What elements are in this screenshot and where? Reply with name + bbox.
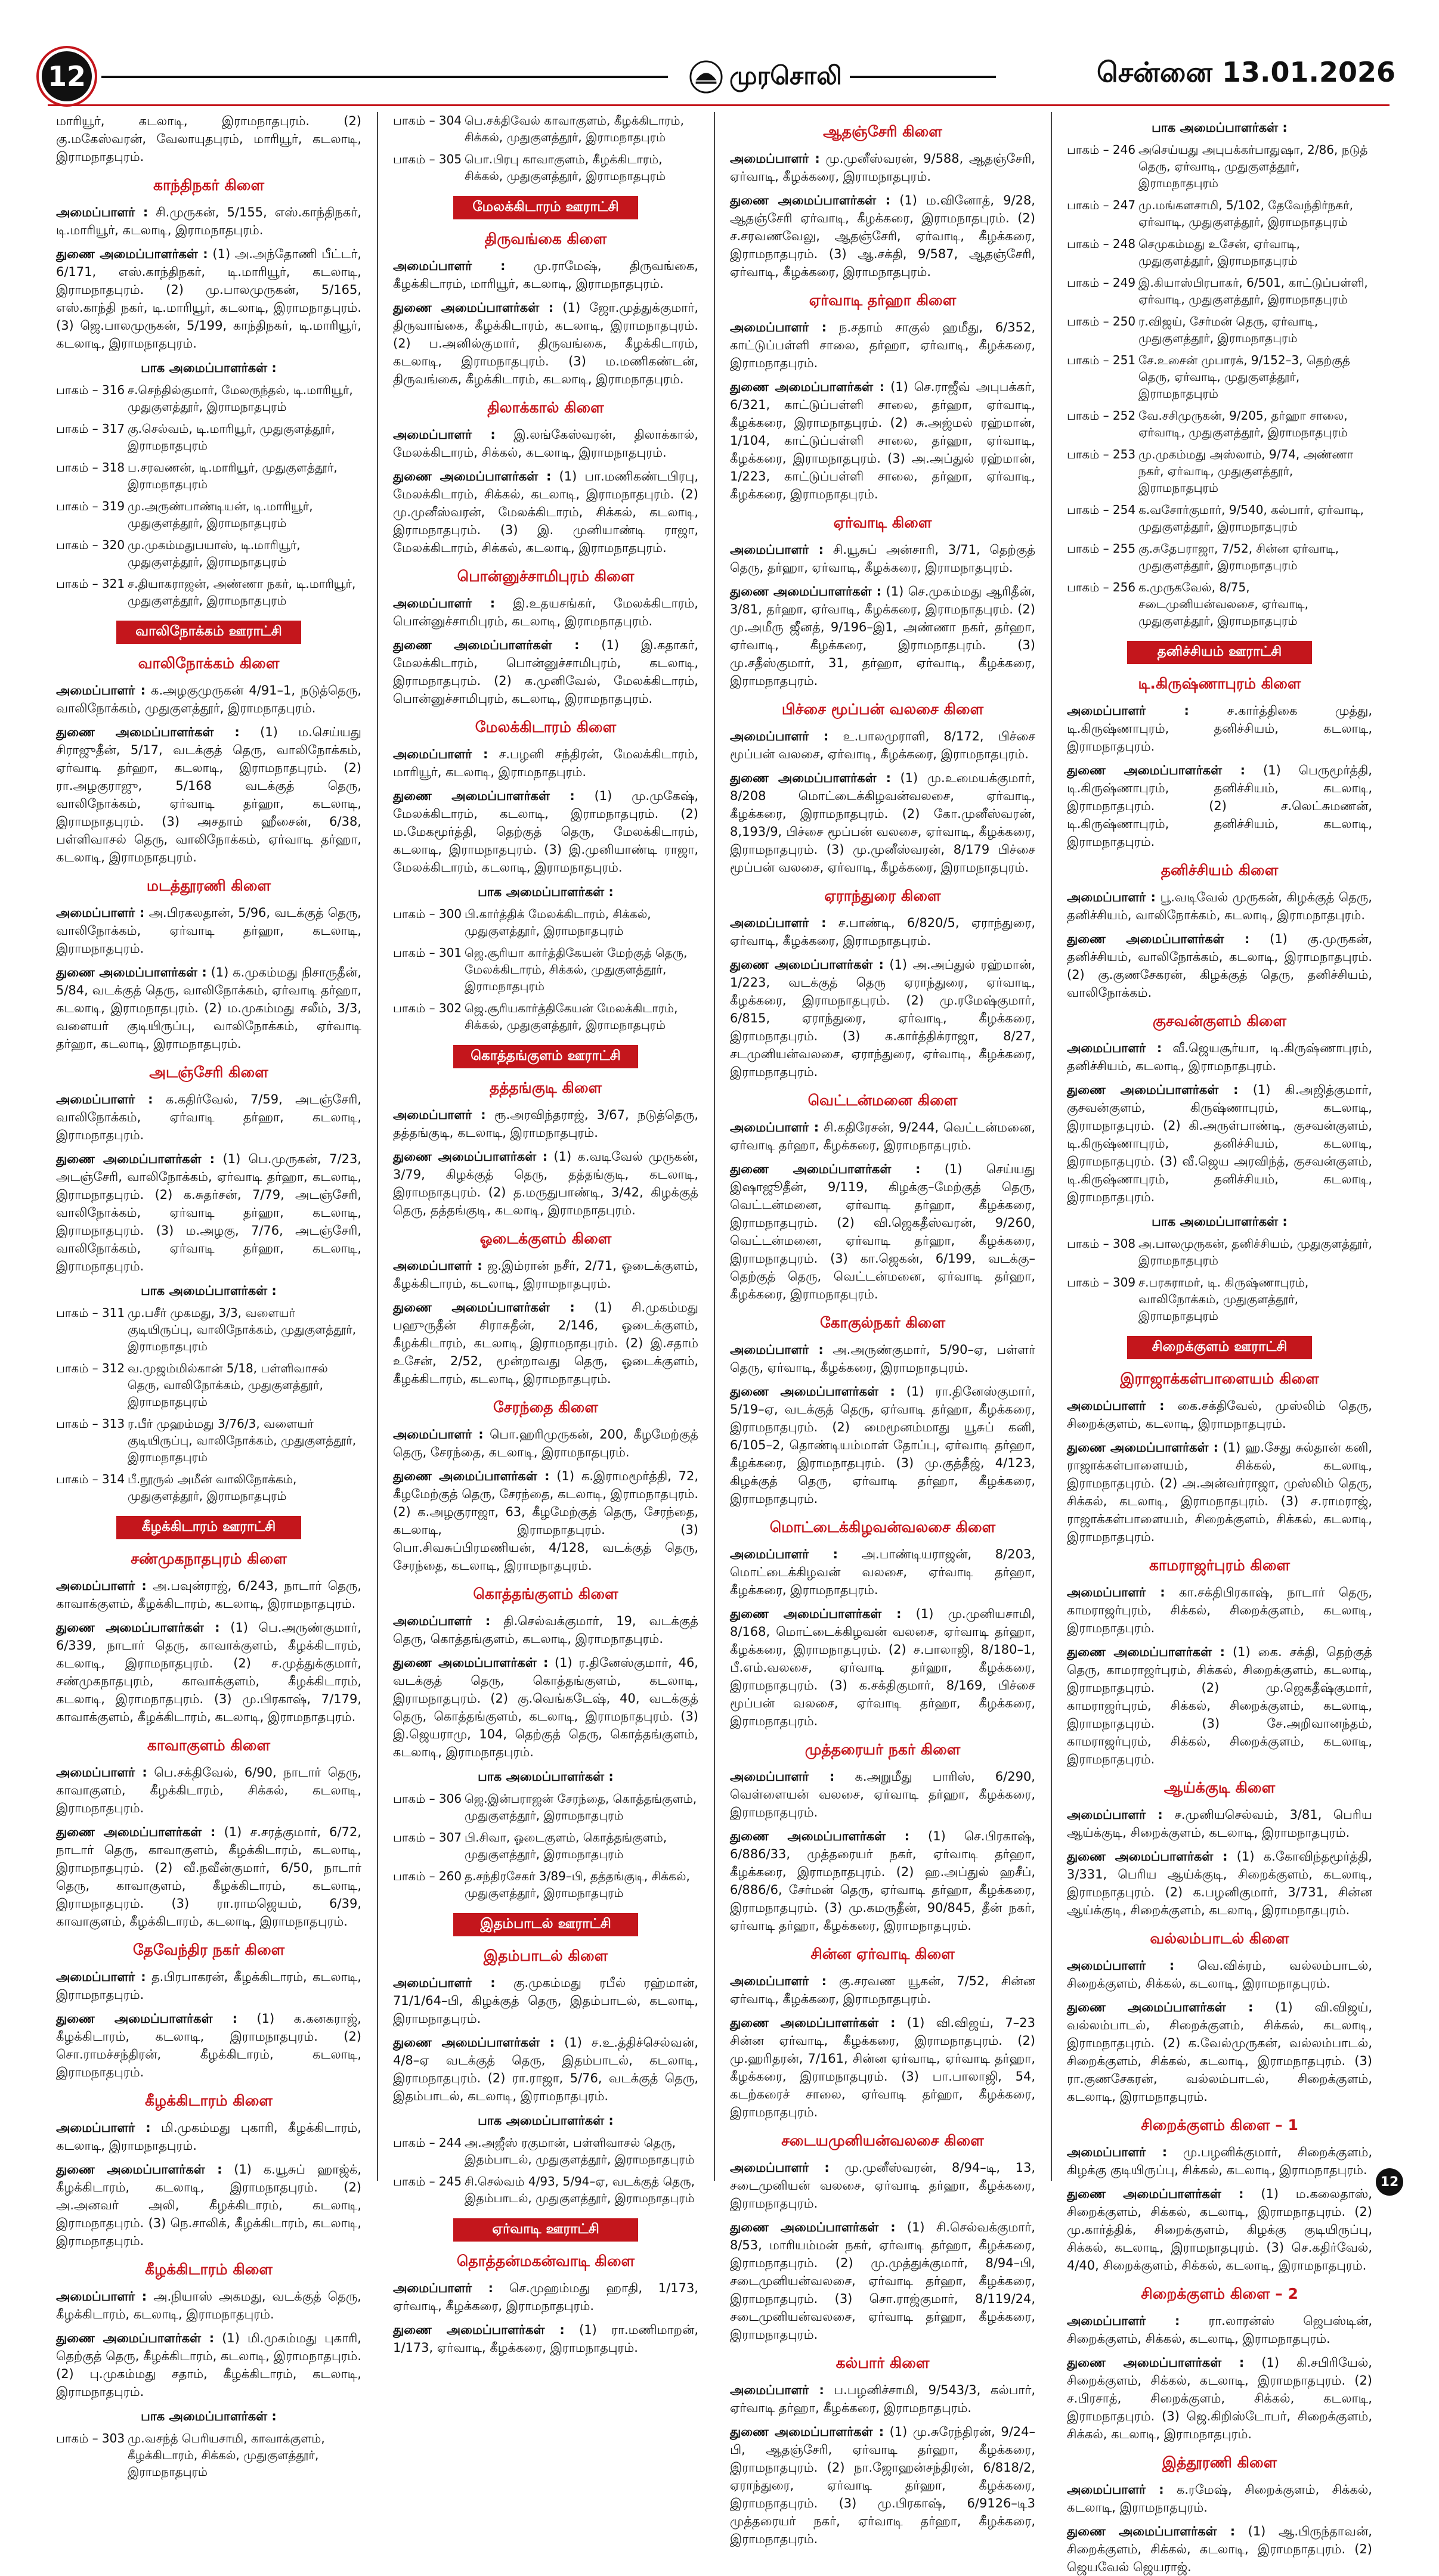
booth-heading: பாக அமைப்பாளர்கள் : (1152, 120, 1288, 135)
booth-row: பாகம் – 249 இ.கியாஸ்பிரபாகர், 6/501, காட்டுப்பள்ளி, ஏர்வாடி, முதுகுளத்தூர், இராமநாதபுரம் (1067, 275, 1368, 306)
column-1: மாரியூர், கடலாடி, இராமநாதபுரம். (2) கு.மகேஸ்வரன், வேலாயுதபுரம், மாரியூர், கடலாடி, இராமநாதபுரம். காந்திநகர் கிளை அமைப்பாளர் : சி.முருகன், 5/155, எஸ்.காந்திநகர், டி.மாரியூர், கடலாடி, இராமநாதபுரம். துணை அமைப்பாளர்கள் : (1) அ.அந்தோணி பீட்டர், 6/171, எஸ்.காந்திநகர், டி.மாரியூர், கடலாடி, இராமநாதபுரம். (2) மு.பாலமுருகன், 5/165, எஸ்.காந்தி நகர், டி.மாரியூர், கடலாடி, இராமநாதபுரம். (3) ஜெ.பாலமுருகன், 5/199, காந்திநகர், டி.மாரியூர், கடலாடி, இராமநாதபுரம். பாக அமைப்பாளர்கள் : பாகம் – 316 ச.செந்தில்குமார், மேலருந்தல், டி.மாரியூர், முதுகுளத்தூர், இராமநாதபுரம் பாகம் – 317 கு.செல்வம், டி.மாரியூர், முதுகுளத்தூர், இராமநாதபுரம் பாகம் – 318 ப.சரவணன், டி.மாரியூர், முதுகுளத்தூர், இராமநாதபுரம் பாகம் – 319 மு.அருண்பாண்டியன், டி.மாரியூர், முதுகுளத்தூர், இராமநாதபுரம் பாகம் – 320 மு.முகம்மதுபயாஸ், டி.மாரியூர், முதுகுளத்தூர், இராமநாதபுரம் பாகம் – 321 ச.தியாகராஜன், அண்ணா நகர், டி.மாரியூர், முதுகுளத்தூர், இராமநாதபுரம் வாலிநோக்கம் ஊராட்சி வாலிநோக்கம் கிளை அமைப்பாளர் : க.அழகுமுருகன் 4/91–1, நடுத்தெரு, வாலிநோக்கம், முதுகுளத்தூர், இராமநாதபுரம். துணை அமைப்பாளர்கள் : (1) ம.செய்யது சிராஜுதீன், 5/17, வடக்குத் தெரு, வாலிநோக்கம், ஏர்வாடி தர்ஹா, கடலாடி, இராமநாதபுரம். (2) ரா.அழகுராஜு, 5/168 வடக்குத் தெரு, வாலிநோக்கம், ஏர்வாடி தர்ஹா, கடலாடி, இராமநாதபுரம். (3) அசதாம் ஹீசைன், 6/38, பள்ளிவாசல் தெரு, வாலிநோக்கம், ஏர்வாடி தர்ஹா, கடலாடி, இராமநாதபுரம். மடத்தூரணி கிளை அமைப்பாளர் : அ.பிரகலதான், 5/96, வடக்குத் தெரு, வாலிநோக்கம், ஏர்வாடி தர்ஹா, கடலாடி, இராமநாதபுரம். துணை அமைப்பாளர்கள் : (1) க.முகம்மது நிசாருதீன், 5/84, வடக்குத் தெரு, வாலிநோக்கம், ஏர்வாடி தர்ஹா, கடலாடி, இராமநாதபுரம். (2) ம.முகம்மது சலீம், 3/3, வளையர் குடியிருப்பு, வாலிநோக்கம், ஏர்வாடி தர்ஹா, கடலாடி, இராமநாதபுரம். அடஞ்சேரி கிளை அமைப்பாளர் : க.கதிர்வேல், 7/59, அடஞ்சேரி, வாலிநோக்கம், ஏர்வாடி தர்ஹா, கடலாடி, இராமநாதபுரம். துணை அமைப்பாளர்கள் : (1) பெ.முருகன், 7/23, அடஞ்சேரி, வாலிநோக்கம், ஏர்வாடி தர்ஹா, கடலாடி, இராமநாதபுரம். (2) க.சுதர்சன், 7/79, அடஞ்சேரி, வாலிநோக்கம், ஏர்வாடி தர்ஹா, கடலாடி, இராமநாதபுரம். (3) ம.அழகு, 7/76, அடஞ்சேரி, வாலிநோக்கம், ஏர்வாடி தர்ஹா, கடலாடி, இராமநாதபுரம். பாக அமைப்பாளர்கள் : பாகம் – 311 மு.பசீர் முகமது, 3/3, வளையர் குடியிருப்பு, வாலிநோக்கம், முதுகுளத்தூர், இராமநாதபுரம் பாகம் – 312 வ.முஜம்மில்கான் 5/18, பள்ளிவாசல் தெரு, வாலிநோக்கம், முதுகுளத்தூர், இராமநாதபுரம் பாகம் – 313 ர.பீர் முஹம்மது 3/76/3, வளையர் குடியிருப்பு, வாலிநோக்கம், முதுகுளத்தூர், இராமநாதபுரம் பாகம் – 314 பீ.நூருல் அமீன் வாலிநோக்கம், முதுகுளத்தூர், இராமநாதபுரம் கீழக்கிடாரம் ஊராட்சி சண்முகநாதபுரம் கிளை அமைப்பாளர் : அ.பவுன்ராஜ், 6/243, நாடார் தெரு, காவாக்குளம், கீழக்கிடாரம், கடலாடி, இராமநாதபுரம். துணை அமைப்பாளர்கள் : (1) பெ.அருண்குமார், 6/339, நாடார் தெரு, காவாக்குளம், கீழக்கிடாரம், கடலாடி, இராமநாதபுரம். (2) ச.முத்துக்குமார், சண்முகநாதபுரம், காவாக்குளம், கீழக்கிடாரம், கடலாடி, இராமநாதபுரம். (3) மு.பிரகாஷ், 7/179, காவாக்குளம், கீழக்கிடாரம், கடலாடி, இராமநாதபுரம். காவாகுளம் கிளை அமைப்பாளர் : பெ.சக்திவேல், 6/90, நாடார் தெரு, காவாகுளம், கீழக்கிடாரம், சிக்கல், கடலாடி, இராமநாதபுரம். துணை அமைப்பாளர்கள் : (1) ச.சரத்குமார், 6/72, நாடார் தெரு, காவாகுளம், கீழக்கிடாரம், கடலாடி, இராமநாதபுரம். (2) வீ.நவீன்குமார், 6/50, நாடார் தெரு, காவாகுளம், கீழக்கிடாரம், கடலாடி, இராமநாதபுரம். (3) ரா.ராமஜெயம், 6/39, காவாகுளம், கீழக்கிடாரம், கடலாடி, இராமநாதபுரம். தேவேந்திர நகர் கிளை அமைப்பாளர் : த.பிரபாகரன், கீழக்கிடாரம், கடலாடி, இராமநாதபுரம். துணை அமைப்பாளர்கள் : (1) க.கனகராஜ், கீழக்கிடாரம், கடலாடி, இராமநாதபுரம். (2) சொ.ராமச்சந்திரன், கீழக்கிடாரம், கடலாடி, இராமநாதபுரம். கீழக்கிடாரம் கிளை அமைப்பாளர் : மி.முகம்மது புகாரி, கீழக்கிடாரம், கடலாடி, இராமநாதபுரம். துணை அமைப்பாளர்கள் : (1) க.யூசுப் ஹாஜ்க், கீழக்கிடாரம், கடலாடி, இராமநாதபுரம். (2) அ.அனவர் அலி, கீழக்கிடாரம், கடலாடி, இராமநாதபுரம். (3) நெ.சாலிக், கீழக்கிடாரம், கடலாடி, இராமநாதபுரம். கீழக்கிடாரம் கிளை அமைப்பாளர் : அ.நியாஸ் அகமது, வடக்குத் தெரு, கீழக்கிடாரம், கடலாடி, இராமநாதபுரம். துணை அமைப்பாளர்கள் : (1) மி.முகம்மது புகாரி, தெற்குத் தெரு, கீழக்கிடாரம், கடலாடி, இராமநாதபுரம். (2) பு.முகம்மது சதாம், கீழக்கிடாரம், கடலாடி, இராமநாதபுரம். பாக அமைப்பாளர்கள் : பாகம் – 303 மு.வசந்த் பெரியசாமி, காவாக்குளம், கீழக்கிடாரம், சிக்கல், முதுகுளத்தூர், இராமநாதபுரம் (48, 112, 370, 2181)
branch-heading: கீழக்கிடாரம் கிளை (145, 2092, 273, 2109)
panchayat-banner: ஏர்வாடி ஊராட்சி (453, 2218, 638, 2242)
booth-heading: பாக அமைப்பாளர்கள் : (478, 2113, 614, 2128)
column-3: ஆதஞ்சேரி கிளை அமைப்பாளர் : மு.முனீஸ்வரன், 9/588, ஆதஞ்சேரி, ஏர்வாடி, கீழக்கரை, இராமநாதபுரம். துணை அமைப்பாளர்கள் : (1) ம.வினோத், 9/28, ஆதஞ்சேரி ஏர்வாடி, கீழக்கரை, இராமநாதபுரம். (2) ச.சரவணவேலு, ஆதஞ்சேரி, ஏர்வாடி, கீழக்கரை, இராமநாதபுரம். (3) ஆ.சக்தி, 9/587, ஆதஞ்சேரி, ஏர்வாடி, கீழக்கரை, இராமநாதபுரம். ஏர்வாடி தர்ஹா கிளை அமைப்பாளர் : ந.சதாம் சாகுல் ஹமீது, 6/352, காட்டுப்பள்ளி சாலை, தர்ஹா, ஏர்வாடி, கீழக்கரை, இராமநாதபுரம். துணை அமைப்பாளர்கள் : (1) செ.ராஜீவ் அபுபக்கர், 6/321, காட்டுப்பள்ளி சாலை, தர்ஹா, ஏர்வாடி, கீழக்கரை, இராமநாதபுரம். (2) சு.அஜ்மல் ரஹ்மான், 1/104, காட்டுப்பள்ளி சாலை, தர்ஹா, ஏர்வாடி, கீழக்கரை, இராமநாதபுரம். (3) அ.அப்துல் ரஹ்மான், 1/223, காட்டுப்பள்ளி சாலை, தர்ஹா, ஏர்வாடி, கீழக்கரை, இராமநாதபுரம். ஏர்வாடி கிளை அமைப்பாளர் : சி.யூசுப் அன்சாரி, 3/71, தெற்குத் தெரு, தர்ஹா, ஏர்வாடி, கீழக்கரை, இராமநாதபுரம். துணை அமைப்பாளர்கள் : (1) செ.முகம்மது ஆரிதீன், 3/81, தர்ஹா, ஏர்வாடி, கீழக்கரை, இராமநாதபுரம். (2) மு.அமீரு ஜீனத், 9/196–இ1, அண்ணா நகர், தர்ஹா, ஏர்வாடி, கீழக்கரை, இராமநாதபுரம். (3) மு.சதீஸ்குமார், 31, தர்ஹா, ஏர்வாடி, கீழக்கரை, இராமநாதபுரம். பிச்சை மூப்பன் வலசை கிளை அமைப்பாளர் : உ.பாலமுராளி, 8/172, பிச்சை மூப்பன் வலசை, ஏர்வாடி, கீழக்கரை, இராமநாதபுரம். துணை அமைப்பாளர்கள் : (1) மு.உமையக்குமார், 8/208 மொட்டைக்கிழவன்வலசை, ஏர்வாடி, கீழக்கரை, இராமநாதபுரம். (2) கோ.முனீஸ்வரன், 8,193/9, பிச்சை மூப்பன் வலசை, ஏர்வாடி, கீழக்கரை, இராமநாதபுரம். (3) மு.முனீஸ்வரன், 8/179 பிச்சை மூப்பன் வலசை, ஏர்வாடி, கீழக்கரை, இராமநாதபுரம். ஏராந்துரை கிளை அமைப்பாளர் : ச.பாண்டி, 6/820/5, ஏராந்துரை, ஏர்வாடி, கீழக்கரை, இராமநாதபுரம். துணை அமைப்பாளர்கள் : (1) அ.அப்துல் ரஹ்மான், 1/223, வடக்குத் தெரு ஏராந்துரை, ஏர்வாடி, கீழக்கரை, இராமநாதபுரம். (2) மு.ரமேஷ்குமார், 6/815, ஏராந்துரை, ஏர்வாடி, கீழக்கரை, இராமநாதபுரம். (3) க.கார்த்திக்ராஜா, 8/27, சடமுனியன்வலசை, ஏராந்துரை, ஏர்வாடி, கீழக்கரை, இராமநாதபுரம். வெட்டன்மனை கிளை அமைப்பாளர் : சி.கதிரேசன், 9/244, வெட்டன்மனை, ஏர்வாடி தர்ஹா, கீழக்கரை, இராமநாதபுரம். துணை அமைப்பாளர்கள் : (1) செய்யது இஷாஜூதீன், 9/119, கிழக்கு–மேற்குத் தெரு, வெட்டன்மனை, ஏர்வாடி தர்ஹா, கீழக்கரை, இராமநாதபுரம். (2) வி.ஜெகதீஸ்வரன், 9/260, வெட்டன்மனை, ஏர்வாடி தர்ஹா, கீழக்கரை, இராமநாதபுரம். (3) கா.ஜெகன், 6/199, வடக்கு–தெற்குத் தெரு, வெட்டன்மனை, ஏர்வாடி தர்ஹா, கீழக்கரை, இராமநாதபுரம். கோகுல்நகர் கிளை அமைப்பாளர் : அ.அருண்குமார், 5/90–ஏ, பள்ளர் தெரு, ஏர்வாடி, கீழக்கரை, இராமநாதபுரம். துணை அமைப்பாளர்கள் : (1) ரா.தினேஸ்குமார், 5/19–ஏ, வடக்குத் தெரு, ஏர்வாடி தர்ஹா, கீழக்கரை, இராமநாதபுரம். (2) மைமூனம்மாது யூசுப் கனி, 6/105–2, தொண்டியம்மாள் தோப்பு, ஏர்வாடி தர்ஹா, கீழக்கரை, இராமநாதபுரம். (3) மு.குத்தீஜ், 4/123, கிழக்குத் தெரு, ஏர்வாடி தர்ஹா, கீழக்கரை, இராமநாதபுரம். மொட்டைக்கிழவன்வலசை கிளை அமைப்பாளர் : அ.பாண்டியராஜன், 8/203, மொட்டைக்கிழவன் வலசை, ஏர்வாடி தர்ஹா, கீழக்கரை, இராமநாதபுரம். துணை அமைப்பாளர்கள் : (1) மு.முனியசாமி, 8/168, மொட்டைக்கிழவன் வலசை, ஏர்வாடி தர்ஹா, கீழக்கரை, இராமநாதபுரம். (2) ச.பாலாஜி, 8/180–1, பீ.எம்.வலசை, ஏர்வாடி தர்ஹா, கீழக்கரை, இராமநாதபுரம். (3) க.சக்திகுமார், 8/169, பிச்சை மூப்பன் வலசை, ஏர்வாடி தர்ஹா, கீழக்கரை, இராமநாதபுரம். முத்தரையர் நகர் கிளை அமைப்பாளர் : க.அறுமீது பாரிஸ், 6/290, வெள்ளையன் வலசை, ஏர்வாடி தர்ஹா, கீழக்கரை, இராமநாதபுரம். துணை அமைப்பாளர்கள் : (1) செ.பிரகாஷ், 6/886/33, முத்தரையர் நகர், ஏர்வாடி தர்ஹா, கீழக்கரை, இராமநாதபுரம். (2) ஹ.அப்துல் ஹசீப், 6/886/6, சேர்மன் தெரு, ஏர்வாடி தர்ஹா, கீழக்கரை, இராமநாதபுரம். (3) மு.கமருதீன், 90/845, தீன் நகர், ஏர்வாடி தர்ஹா, கீழக்கரை, இராமநாதபுரம். சின்ன ஏர்வாடி கிளை அமைப்பாளர் : கு.சரவண யூகன், 7/52, சின்ன ஏர்வாடி, கீழக்கரை, இராமநாதபுரம். துணை அமைப்பாளர்கள் : (1) வி.விஜய், 7–23 சின்ன ஏர்வாடி, கீழக்கரை, இராமநாதபுரம். (2) மு.ஹரிதரன், 7/161, சின்ன ஏர்வாடி, ஏர்வாடி தர்ஹா, கீழக்கரை, இராமநாதபுரம். (3) பா.பாலாஜி, 54, கடற்கரைச் சாலை, ஏர்வாடி தர்ஹா, கீழக்கரை, இராமநாதபுரம். சடையமுனியன்வலசை கிளை அமைப்பாளர் : மு.முனீஸ்வரன், 8/94–டி, 13, சடைமுனியன் வலசை, ஏர்வாடி தர்ஹா, கீழக்கரை, இராமநாதபுரம். துணை அமைப்பாளர்கள் : (1) சி.செல்வக்குமார், 8/53, மாரியம்மன் நகர், ஏர்வாடி தர்ஹா, கீழக்கரை, இராமநாதபுரம். (2) மு.முத்துக்குமார், 8/94–பி, சடைமுனியன்வலசை, ஏர்வாடி தர்ஹா, கீழக்கரை, இராமநாதபுரம். (3) சொ.ராஜ்குமார், 8/119/24, சடைமுனியன்வலசை, ஏர்வாடி தர்ஹா, கீழக்கரை, இராமநாதபுரம். கல்பார் கிளை அமைப்பாளர் : ப.பழனிச்சாமி, 9/543/3, கல்பார், ஏர்வாடி தர்ஹா, கீழக்கரை, இராமநாதபுரம். துணை அமைப்பாளர்கள் : (1) மு.சுரேந்திரன், 9/24–பி, ஆதஞ்சேரி, ஏர்வாடி தர்ஹா, கீழக்கரை, இராமநாதபுரம். (2) நா.ஜோஹன்சந்திரன், 6/818/2, ஏராந்துரை, ஏர்வாடி தர்ஹா, கீழக்கரை, இராமநாதபுரம். (3) மு.பிரகாஷ், 6/9126–டி3 முத்தரையர் நகர், ஏர்வாடி தர்ஹா, கீழக்கரை, இராமநாதபுரம். (730, 123, 1035, 2546)
panchayat-banner: சிறைக்குளம் ஊராட்சி (1127, 1336, 1312, 1359)
branch-heading: தொத்தன்மகன்வாடி கிளை (456, 2252, 635, 2270)
branch-heading: தத்தங்குடி கிளை (489, 1079, 602, 1096)
branch-heading: சிறைக்குளம் கிளை – 1 (1141, 2116, 1298, 2134)
branch-heading: மேலக்கிடாரம் கிளை (475, 718, 617, 736)
booth-row: பாகம் – 308 அ.பாலமுருகன், தனிச்சியம், முதுகுளத்தூர், இராமநாதபுரம் (1067, 1236, 1372, 1267)
column-4: பாக அமைப்பாளர்கள் : பாகம் – 246 அசெய்யது அபுபக்கர்பாதுஷா, 2/86, நடுத் தெரு, ஏர்வாடி, முதுகுளத்தூர், இராமநாதபுரம் பாகம் – 247 மு.மங்களசாமி, 5/102, தேவேந்திர்நகர், ஏர்வாடி, முதுகுளத்தூர், இராமநாதபுரம் பாகம் – 248 செமுகம்மது உசேன், ஏர்வாடி, முதுகுளத்தூர், இராமநாதபுரம் பாகம் – 249 இ.கியாஸ்பிரபாகர், 6/501, காட்டுப்பள்ளி, ஏர்வாடி, முதுகுளத்தூர், இராமநாதபுரம் பாகம் – 250 ர.விஜய், சேர்மன் தெரு, ஏர்வாடி, முதுகுளத்தூர், இராமநாதபுரம் பாகம் – 251 சே.உசைன் முபாரக், 9/152–3, தெற்குத் தெரு, ஏர்வாடி, முதுகுளத்தூர், இராமநாதபுரம் பாகம் – 252 வே.சசிமுருகன், 9/205, தர்ஹா சாலை, ஏர்வாடி, முதுகுளத்தூர், இராமநாதபுரம் பாகம் – 253 மு.முகம்மது அஸ்லாம், 9/74, அண்ணா நகர், ஏர்வாடி, முதுகுளத்தூர், இராமநாதபுரம் பாகம் – 254 க.வசோர்குமார், 9/540, கல்பார், ஏர்வாடி, முதுகுளத்தூர், இராமநாதபுரம் பாகம் – 255 கு.சுதேபராஜா, 7/52, சின்ன ஏர்வாடி, முதுகுளத்தூர், இராமநாதபுரம் பாகம் – 256 க.முருகவேல், 8/75, சடைமுனியன்வலசை, ஏர்வாடி, முதுகுளத்தூர், இராமநாதபுரம் தனிச்சியம் ஊராட்சி டி.கிருஷ்ணாபுரம் கிளை அமைப்பாளர் : ச.கார்த்திகை முத்து, டி.கிருஷ்ணாபுரம், தனிச்சியம், கடலாடி, இராமநாதபுரம். துணை அமைப்பாளர்கள் : (1) பெருமூர்த்தி, டி.கிருஷ்ணாபுரம், தனிச்சியம், கடலாடி, இராமநாதபுரம். (2) ச.லெட்சுமணன், டி.கிருஷ்ணாபுரம், தனிச்சியம், கடலாடி, இராமநாதபுரம். தனிச்சியம் கிளை அமைப்பாளர் : பூ.வடிவேல் முருகன், கிழக்குத் தெரு, தனிச்சியம், வாலிநோக்கம், கடலாடி, இராமநாதபுரம். துணை அமைப்பாளர்கள் : (1) கு.முருகன், தனிச்சியம், வாலிநோக்கம், கடலாடி, இராமநாதபுரம். (2) கு.குணசேகரன், கிழக்குத் தெரு, தனிச்சியம், வாலிநோக்கம். குசவன்குளம் கிளை அமைப்பாளர் : வீ.ஜெயசூர்யா, டி.கிருஷ்ணாபுரம், தனிச்சியம், கடலாடி, இராமநாதபுரம். துணை அமைப்பாளர்கள் : (1) கி.அஜித்குமார், குசவன்குளம், கிருஷ்ணாபுரம், கடலாடி, இராமநாதபுரம். (2) கி.அருள்பாண்டி, குசவன்குளம், டி.கிருஷ்ணாபுரம், தனிச்சியம், கடலாடி, இராமநாதபுரம். (3) வீ.ஜெய அரவிந்த், குசவன்குளம், டி.கிருஷ்ணாபுரம், தனிச்சியம், கடலாடி, இராமநாதபுரம். பாக அமைப்பாளர்கள் : பாகம் – 308 அ.பாலமுருகன், தனிச்சியம், முதுகுளத்தூர், இராமநாதபுரம் பாகம் – 309 ச.பரசுராமர், டி. கிருஷ்ணாபுரம், வாலிநோக்கம், முதுகுளத்தூர், இராமநாதபுரம் சிறைக்குளம் ஊராட்சி இராஜாக்கள்பாளையம் கிளை அமைப்பாளர் : கை.சக்திவேல், முஸ்லிம் தெரு, சிறைக்குளம், கடலாடி, இராமநாதபுரம். துணை அமைப்பாளர்கள் : (1) ஹ.சேது சுல்தான் கனி, ராஜாக்கள்பாளையம், சிக்கல், கடலாடி, இராமநாதபுரம். (2) அ.அன்வர்ராஜா, முஸ்லிம் தெரு, சிக்கல், கடலாடி, இராமநாதபுரம். (3) ச.ராமராஜ், ராஜாக்கள்பாளையம், சிறைக்குளம், சிக்கல், கடலாடி, இராமநாதபுரம். காமராஜர்புரம் கிளை அமைப்பாளர் : கா.சக்திபிரகாஷ், நாடார் தெரு, காமராஜர்புரம், சிக்கல், சிறைக்குளம், கடலாடி, இராமநாதபுரம். துணை அமைப்பாளர்கள் : (1) கை. சக்தி, தெற்குத் தெரு, காமராஜர்புரம், சிக்கல், சிறைக்குளம், கடலாடி, இராமநாதபுரம். (2) மு.ஜெகதீஷ்குமார், காமராஜர்புரம், சிக்கல், சிறைக்குளம், கடலாடி, இராமநாதபுரம். (3) சே.அறிவானந்தம், காமராஜர்புரம், சிக்கல், சிறைக்குளம், கடலாடி, இராமநாதபுரம். ஆய்க்குடி கிளை அமைப்பாளர் : ச.முனியசெல்வம், 3/81, பெரிய ஆய்க்குடி, சிறைக்குளம், கடலாடி, இராமநாதபுரம். துணை அமைப்பாளர்கள் : (1) க.கோவிந்தமூர்த்தி, 3/331, பெரிய ஆய்க்குடி, சிறைக்குளம், கடலாடி, இராமநாதபுரம். (2) க.பழனிகுமார், 3/731, சின்ன ஆய்க்குடி, சிறைக்குளம், கடலாடி, இராமநாதபுரம். வல்லம்பாடல் கிளை அமைப்பாளர் : வெ.விக்ரம், வல்லம்பாடல், சிறைக்குளம், சிக்கல், கடலாடி, இராமநாதபுரம். துணை அமைப்பாளர்கள் : (1) வி.விஜய், வல்லம்பாடல், சிறைக்குளம், சிக்கல், கடலாடி, இராமநாதபுரம். (2) க.வேல்முருகன், வல்லம்பாடல், சிறைக்குளம், சிக்கல், கடலாடி, இராமநாதபுரம். (3) ரா.குணசேகரன், வல்லம்பாடல், சிறைக்குளம், கடலாடி, இராமநாதபுரம். சிறைக்குளம் கிளை – 1 அமைப்பாளர் : மு.பழனிக்குமார், சிறைக்குளம், கிழக்கு குடியிருப்பு, சிக்கல், கடலாடி, இராமநாதபுரம். துணை அமைப்பாளர்கள் : (1) ம.கலைதாஸ், சிறைக்குளம், சிக்கல், கடலாடி, இராமநாதபுரம். (2) மு.கார்த்திக், சிறைக்குளம், கிழக்கு குடியிருப்பு, சிக்கல், கடலாடி, இராமநாதபுரம். (3) செ.கதிர்வேல், 4/40, சிறைக்குளம், சிக்கல், கடலாடி, இராமநாதபுரம். சிறைக்குளம் கிளை – 2 அமைப்பாளர் : ரா.லாரன்ஸ் ஜெபஸ்டின், சிறைக்குளம், சிக்கல், கடலாடி, இராமநாதபுரம். துணை அமைப்பாளர்கள் : (1) கி.சபிரியேல், சிறைக்குளம், சிக்கல், கடலாடி, இராமநாதபுரம். (2) ச.பிரசாத், சிறைக்குளம், சிக்கல், கடலாடி, இராமநாதபுரம். (3) ஜெ.கிறிஸ்டோபர், சிறைக்குளம், சிக்கல், கடலாடி, இராமநாதபுரம். இத்தூரணி கிளை அமைப்பாளர் : க.ரமேஷ், சிறைக்குளம், சிக்கல், கடலாடி, இராமநாதபுரம். துணை அமைப்பாளர்கள் : (1) ஆ.பிருந்தாவன், சிறைக்குளம், சிக்கல், கடலாடி, இராமநாதபுரம். (2) ஜெயவேல் ஜெயராஜ். (1067, 120, 1373, 2574)
booth-row: பாகம் – 251 சே.உசைன் முபாரக், 9/152–3, தெற்குத் தெரு, ஏர்வாடி, முதுகுளத்தூர், இராமநாதபுரம் (1067, 353, 1350, 401)
branch-heading: இதம்பாடல் கிளை (483, 1947, 608, 1964)
booth-row: பாகம் – 244 அ.அஜீஸ் ரகுமான், பள்ளிவாசல் தெரு, இதம்பாடல், முதுகுளத்தூர், இராமநாதபுரம் (393, 2135, 695, 2166)
branch-heading: வல்லம்பாடல் கிளை (1150, 1930, 1289, 1947)
branch-heading: கீழக்கிடாரம் கிளை (145, 2261, 273, 2278)
column-2: பாகம் – 304 பெ.சக்திவேல் காவாகுளம், கீழக்கிடாரம், சிக்கல், முதுகுளத்தூர், இராமநாதபுரம் பாகம் – 305 பொ.பிரபு காவாகுளம், கீழக்கிடாரம், சிக்கல், முதுகுளத்தூர், இராமநாதபுரம் மேலக்கிடாரம் ஊராட்சி திருவங்கை கிளை அமைப்பாளர் : மு.ராமேஷ், திருவங்கை, கீழக்கிடாரம், மாரியூர், கடலாடி, இராமநாதபுரம். துணை அமைப்பாளர்கள் : (1) ஜோ.முத்துக்குமார், திருவாங்கை, கீழக்கிடாரம், கடலாடி, இராமநாதபுரம். (2) ப.அனில்குமார், திருவங்கை, கீழக்கிடாரம், கடலாடி, இராமநாதபுரம். (3) ம.மணிகண்டன், திருவங்கை, கீழக்கிடாரம், கடலாடி, இராமநாதபுரம். திலாக்கால் கிளை அமைப்பாளர் : இ.லங்கேஸ்வரன், திலாக்கால், மேலக்கிடாரம், சிக்கல், கடலாடி, இராமநாதபுரம். துணை அமைப்பாளர்கள் : (1) பா.மணிகண்டபிரபு, மேலக்கிடாரம், சிக்கல், கடலாடி, இராமநாதபுரம். (2) மு.முனீஸ்வரன், மேலக்கிடாரம், சிக்கல், கடலாடி, இராமநாதபுரம். (3) இ. முனியாண்டி ராஜா, மேலக்கிடாரம், சிக்கல், கடலாடி, இராமநாதபுரம். பொன்னுச்சாமிபுரம் கிளை அமைப்பாளர் : இ.உதயசங்கர், மேலக்கிடாரம், பொன்னுச்சாமிபுரம், கடலாடி, இராமநாதபுரம். துணை அமைப்பாளர்கள் : (1) இ.கதாகர், மேலக்கிடாரம், பொன்னுச்சாமிபுரம், கடலாடி, இராமநாதபுரம். (2) க.முனிவேல், மேலக்கிடாரம், பொன்னுச்சாமிபுரம், கடலாடி, இராமநாதபுரம். மேலக்கிடாரம் கிளை அமைப்பாளர் : ச.பழனி சந்திரன், மேலக்கிடாரம், மாரியூர், கடலாடி, இராமநாதபுரம். துணை அமைப்பாளர்கள் : (1) மு.முகேஷ், மேலக்கிடாரம், கடலாடி, இராமநாதபுரம். (2) ம.மேகமூர்த்தி, தெற்குத் தெரு, மேலக்கிடாரம், கடலாடி, இராமநாதபுரம். (3) இ.முனியாண்டி ராஜா, மேலக்கிடாரம், கடலாடி, இராமநாதபுரம். பாக அமைப்பாளர்கள் : பாகம் – 300 பி.கார்த்திக் மேலக்கிடாரம், சிக்கல், முதுகுளத்தூர், இராமநாதபுரம் பாகம் – 301 ஜெ.சூரியா கார்த்திகேயன் மேற்குத் தெரு, மேலக்கிடாரம், சிக்கல், முதுகுளத்தூர், இராமநாதபுரம் பாகம் – 302 ஜெ.சூரியகார்த்திகேயன் மேலக்கிடாரம், சிக்கல், முதுகுளத்தூர், இராமநாதபுரம் கொத்தங்குளம் ஊராட்சி தத்தங்குடி கிளை அமைப்பாளர் : ரூ.அரவிந்தராஜ், 3/67, நடுத்தெரு, தத்தங்குடி, கடலாடி, இராமநாதபுரம். துணை அமைப்பாளர்கள் : (1) க.வடிவேல் முருகன், 3/79, கிழக்குத் தெரு, தத்தங்குடி, கடலாடி, இராமநாதபுரம். (2) த.மருதுபாண்டி, 3/42, கிழக்குத் தெரு, தத்தங்குடி, கடலாடி, இராமநாதபுரம். ஓடைக்குளம் கிளை அமைப்பாளர் : ஜ.இம்ரான் நசீர், 2/71, ஓடைக்குளம், கீழக்கிடாரம், கடலாடி, இராமநாதபுரம். துணை அமைப்பாளர்கள் : (1) சி.முகம்மது பஹுருதீன் சிராசுதீன், 2/146, ஓடைக்குளம், கீழக்கிடாரம், கடலாடி, இராமநாதபுரம். (2) இ.சதாம் உசேன், 2/52, மூன்றாவது தெரு, ஓடைக்குளம், கீழக்கிடாரம், கடலாடி, இராமநாதபுரம். சேரந்தை கிளை அமைப்பாளர் : பொ.ஹரிமுருகன், 200, கீழமேற்குத் தெரு, சேரந்தை, கடலாடி, இராமநாதபுரம். துணை அமைப்பாளர்கள் : (1) க.இராமமூர்த்தி, 72, கீழமேற்குத் தெரு, சேரந்தை, கடலாடி, இராமநாதபுரம். (2) க.அழகுராஜா, 63, கீழமேற்குத் தெரு, சேரந்தை, கடலாடி, இராமநாதபுரம். (3) பொ.சிவசுப்பிரமணியன், 4/128, வடக்குத் தெரு, சேரந்தை, கடலாடி, இராமநாதபுரம். கொத்தங்குளம் கிளை அமைப்பாளர் : தி.செல்வக்குமார், 19, வடக்குத் தெரு, கொத்தங்குளம், கடலாடி, இராமநாதபுரம். துணை அமைப்பாளர்கள் : (1) ர.தினேஸ்குமார், 46, வடக்குத் தெரு, கொத்தங்குளம், கடலாடி, இராமநாதபுரம். (2) கு.வெங்கடேஷ், 40, வடக்குத் தெரு, கொத்தங்குளம், கடலாடி, இராமநாதபுரம். (3) இ.ஜெயராமு, 104, தெற்குத் தெரு, கொத்தங்குளம், கடலாடி, இராமநாதபுரம். பாக அமைப்பாளர்கள் : பாகம் – 306 ஜெ.இன்பராஜன் சேரந்தை, கொத்தங்குளம், முதுகுளத்தூர், இராமநாதபுரம் பாகம் – 307 பி.சிவா, ஓடைகுளம், கொத்தங்குளம், முதுகுளத்தூர், இராமநாதபுரம் பாகம் – 260 த.சந்திரசேகர் 3/89–பி, தத்தங்குடி, சிக்கல், முதுகுளத்தூர், இராமநாதபுரம் இதம்பாடல் ஊராட்சி இதம்பாடல் கிளை அமைப்பாளர் : கு.முகம்மது ரபீல் ரஹ்மான், 71/1/64–பி, கிழக்குத் தெரு, இதம்பாடல், கடலாடி, இராமநாதபுரம். துணை அமைப்பாளர்கள் : (1) ச.உ.த்திச்செல்வன், 4/8–ஏ வடக்குத் தெரு, இதம்பாடல், கடலாடி, இராமநாதபுரம். (2) ரா.ராஜா, 5/76, வடக்குத் தெரு, இதம்பாடல், கடலாடி, இராமநாதபுரம். பாக அமைப்பாளர்கள் : பாகம் – 244 அ.அஜீஸ் ரகுமான், பள்ளிவாசல் தெரு, இதம்பாடல், முதுகுளத்தூர், இராமநாதபுரம் பாகம் – 245 சி.செல்வம் 4/93, 5/94–ஏ, வடக்குத் தெரு, இதம்பாடல், முதுகுளத்தூர், இராமநாதபுரம் ஏர்வாடி ஊராட்சி தொத்தன்மகன்வாடி கிளை அமைப்பாளர் : செ.முஹம்மது ஹாதி, 1/173, ஏர்வாடி, கீழக்கரை, இராமநாதபுரம். துணை அமைப்பாளர்கள் : (1) ரா.மணிமாறன், 1/173, ஏர்வாடி, கீழக்கரை, இராமநாதபுரம். (393, 113, 698, 2355)
booth-row: பாகம் – 255 கு.சுதேபராஜா, 7/52, சின்ன ஏர்வாடி, முதுகுளத்தூர், இராமநாதபுரம் (1067, 541, 1339, 572)
branch-heading: ஆய்க்குடி கிளை (1163, 1779, 1276, 1796)
branch-heading: கோகுல்நகர் கிளை (819, 1314, 946, 1331)
branch-heading: சடையமுனியன்வலசை கிளை (781, 2132, 984, 2149)
branch-heading: சேரந்தை கிளை (493, 1399, 598, 1416)
booth-row: பாகம் – 254 க.வசோர்குமார், 9/540, கல்பார், ஏர்வாடி, முதுகுளத்தூர், இராமநாதபுரம் (1067, 503, 1364, 534)
booth-row: பாகம் – 253 மு.முகம்மது அஸ்லாம், 9/74, அண்ணா நகர், ஏர்வாடி, முதுகுளத்தூர், இராமநாதபுரம் (1067, 447, 1354, 495)
booth-heading: பாக அமைப்பாளர்கள் : (141, 2409, 277, 2423)
dateline: சென்னை 13.01.2026 (1096, 56, 1395, 88)
booth-row: பாகம் – 313 ர.பீர் முஹம்மது 3/76/3, வளையர் குடியிருப்பு, வாலிநோக்கம், முதுகுளத்தூர், இராமநாதபுரம் (56, 1416, 357, 1464)
branch-heading: ஓடைக்குளம் கிளை (479, 1230, 612, 1247)
branch-heading: தனிச்சியம் கிளை (1161, 861, 1279, 879)
booth-row: பாகம் – 301 ஜெ.சூரியா கார்த்திகேயன் மேற்குத் தெரு, மேலக்கிடாரம், சிக்கல், முதுகுளத்தூர், இராமநாதபுரம் (393, 946, 688, 993)
booth-row: பாகம் – 312 வ.முஜம்மில்கான் 5/18, பள்ளிவாசல் தெரு, வாலிநோக்கம், முதுகுளத்தூர், இராமநாதபுரம் (56, 1361, 328, 1409)
branch-heading: பிச்சை மூப்பன் வலசை கிளை (781, 700, 984, 718)
branch-heading: ஏர்வாடி தர்ஹா கிளை (809, 292, 957, 309)
panchayat-banner: கொத்தங்குளம் ஊராட்சி (453, 1045, 638, 1068)
branch-heading: டி.கிருஷ்ணாபுரம் கிளை (1138, 675, 1301, 692)
booth-row: பாகம் – 321 ச.தியாகராஜன், அண்ணா நகர், டி.மாரியூர், முதுகுளத்தூர், இராமநாதபுரம் (56, 576, 356, 607)
branch-heading: திருவங்கை கிளை (484, 230, 607, 247)
booth-heading: பாக அமைப்பாளர்கள் : (478, 885, 614, 899)
masthead-title: முரசொலி (729, 60, 842, 90)
branch-heading: சின்ன ஏர்வாடி கிளை (810, 1945, 955, 1963)
branch-heading: பொன்னுச்சாமிபுரம் கிளை (457, 568, 635, 585)
booth-row: பாகம் – 306 ஜெ.இன்பராஜன் சேரந்தை, கொத்தங்குளம், முதுகுளத்தூர், இராமநாதபுரம் (393, 1791, 697, 1822)
booth-row: பாகம் – 252 வே.சசிமுருகன், 9/205, தர்ஹா சாலை, ஏர்வாடி, முதுகுளத்தூர், இராமநாதபுரம் (1067, 408, 1348, 439)
footer-page-number: 12 (1376, 2168, 1403, 2196)
booth-row: பாகம் – 307 பி.சிவா, ஓடைகுளம், கொத்தங்குளம், முதுகுளத்தூர், இராமநாதபுரம் (393, 1830, 667, 1861)
branch-heading: அடஞ்சேரி கிளை (149, 1064, 268, 1081)
panchayat-banner: வாலிநோக்கம் ஊராட்சி (116, 621, 301, 644)
page-number-badge: 12 (42, 51, 92, 101)
booth-row: பாகம் – 245 சி.செல்வம் 4/93, 5/94–ஏ, வடக்குத் தெரு, இதம்பாடல், முதுகுளத்தூர், இராமநாதபுரம் (393, 2174, 695, 2205)
branch-heading: கல்பார் கிளை (835, 2354, 930, 2372)
branch-heading: தேவேந்திர நகர் கிளை (132, 1941, 285, 1958)
booth-row: பாகம் – 304 பெ.சக்திவேல் காவாகுளம், கீழக்கிடாரம், சிக்கல், முதுகுளத்தூர், இராமநாதபுரம் (393, 113, 684, 144)
booth-row: பாகம் – 302 ஜெ.சூரியகார்த்திகேயன் மேலக்கிடாரம், சிக்கல், முதுகுளத்தூர், இராமநாதபுரம் (393, 1001, 678, 1032)
booth-row: பாகம் – 256 க.முருகவேல், 8/75, சடைமுனியன்வலசை, ஏர்வாடி, முதுகுளத்தூர், இராமநாதபுரம் (1067, 580, 1308, 628)
header-rule (850, 76, 996, 78)
branch-heading: காவாகுளம் கிளை (147, 1737, 271, 1754)
header-rule (101, 76, 668, 78)
booth-row: பாகம் – 311 மு.பசீர் முகமது, 3/3, வளையர் குடியிருப்பு, வாலிநோக்கம், முதுகுளத்தூர், இராமநாதபுரம் (56, 1306, 357, 1353)
panchayat-banner: தனிச்சியம் ஊராட்சி (1127, 641, 1312, 664)
panchayat-banner: கீழக்கிடாரம் ஊராட்சி (116, 1516, 301, 1539)
booth-row: பாகம் – 260 த.சந்திரசேகர் 3/89–பி, தத்தங்குடி, சிக்கல், முதுகுளத்தூர், இராமநாதபுரம் (393, 1869, 690, 1900)
booth-row: பாகம் – 247 மு.மங்களசாமி, 5/102, தேவேந்திர்நகர், ஏர்வாடி, முதுகுளத்தூர், இராமநாதபுரம் (1067, 198, 1353, 229)
branch-heading: ஏர்வாடி கிளை (833, 514, 932, 531)
booth-row: பாகம் – 250 ர.விஜய், சேர்மன் தெரு, ஏர்வாடி, முதுகுளத்தூர், இராமநாதபுரம் (1067, 314, 1319, 345)
branch-heading: முத்தரையர் நகர் கிளை (804, 1741, 961, 1758)
rising-sun-icon (689, 60, 723, 94)
booth-row: பாகம் – 316 ச.செந்தில்குமார், மேலருந்தல், டி.மாரியூர், முதுகுளத்தூர், இராமநாதபுரம் (56, 383, 353, 414)
branch-heading: சண்முகநாதபுரம் கிளை (131, 1550, 287, 1567)
booth-heading: பாக அமைப்பாளர்கள் : (141, 1284, 277, 1298)
booth-row: பாகம் – 318 ப.சரவணன், டி.மாரியூர், முதுகுளத்தூர், இராமநாதபுரம் (56, 460, 338, 491)
branch-heading: மடத்தூரணி கிளை (146, 877, 271, 894)
branch-heading: ஆதஞ்சேரி கிளை (823, 123, 942, 140)
branch-heading: திலாக்கால் கிளை (487, 399, 604, 416)
booth-row: பாகம் – 303 மு.வசந்த் பெரியசாமி, காவாக்குளம், கீழக்கிடாரம், சிக்கல், முதுகுளத்தூர், இராமநாதபுரம் (56, 2431, 325, 2479)
branch-heading: மொட்டைக்கிழவன்வலசை கிளை (769, 1518, 996, 1536)
booth-heading: பாக அமைப்பாளர்கள் : (1152, 1214, 1288, 1229)
branch-heading: காமராஜர்புரம் கிளை (1149, 1557, 1291, 1574)
branch-heading: கொத்தங்குளம் கிளை (473, 1585, 618, 1602)
paragraph: மாரியூர், கடலாடி, இராமநாதபுரம். (2) கு.மகேஸ்வரன், வேலாயுதபுரம், மாரியூர், கடலாடி, இராமநாதபுரம். (56, 114, 361, 164)
branch-heading: ஏராந்துரை கிளை (824, 887, 941, 904)
branch-heading: வாலிநோக்கம் கிளை (138, 655, 280, 672)
booth-row: பாகம் – 319 மு.அருண்பாண்டியன், டி.மாரியூர், முதுகுளத்தூர், இராமநாதபுரம் (56, 499, 313, 530)
panchayat-banner: இதம்பாடல் ஊராட்சி (453, 1913, 638, 1936)
booth-row: பாகம் – 317 கு.செல்வம், டி.மாரியூர், முதுகுளத்தூர், இராமநாதபுரம் (56, 421, 335, 452)
booth-row: பாகம் – 246 அசெய்யது அபுபக்கர்பாதுஷா, 2/86, நடுத் தெரு, ஏர்வாடி, முதுகுளத்தூர், இராமநாதபுரம் (1067, 142, 1368, 190)
booth-row: பாகம் – 248 செமுகம்மது உசேன், ஏர்வாடி, முதுகுளத்தூர், இராமநாதபுரம் (1067, 237, 1300, 268)
booth-row: பாகம் – 309 ச.பரசுராமர், டி. கிருஷ்ணாபுரம், வாலிநோக்கம், முதுகுளத்தூர், இராமநாதபுரம் (1067, 1275, 1309, 1323)
branch-heading: இத்தூரணி கிளை (1162, 2454, 1277, 2471)
booth-row: பாகம் – 305 பொ.பிரபு காவாகுளம், கீழக்கிடாரம், சிக்கல், முதுகுளத்தூர், இராமநாதபுரம் (393, 152, 666, 183)
masthead-bar (42, 48, 1395, 101)
article-body (48, 104, 1390, 2574)
booth-row: பாகம் – 300 பி.கார்த்திக் மேலக்கிடாரம், சிக்கல், முதுகுளத்தூர், இராமநாதபுரம் (393, 907, 651, 938)
booth-heading: பாக அமைப்பாளர்கள் : (141, 361, 277, 375)
branch-heading: இராஜாக்கள்பாளையம் கிளை (1120, 1370, 1319, 1387)
booth-heading: பாக அமைப்பாளர்கள் : (478, 1769, 614, 1784)
branch-heading: காந்திநகர் கிளை (153, 176, 265, 194)
panchayat-banner: மேலக்கிடாரம் ஊராட்சி (453, 196, 638, 219)
branch-heading: சிறைக்குளம் கிளை – 2 (1141, 2285, 1298, 2302)
branch-heading: குசவன்குளம் கிளை (1152, 1012, 1287, 1030)
masthead-logo (689, 56, 842, 98)
branch-heading: வெட்டன்மனை கிளை (807, 1092, 958, 1109)
booth-row: பாகம் – 320 மு.முகம்மதுபயாஸ், டி.மாரியூர், முதுகுளத்தூர், இராமநாதபுரம் (56, 538, 301, 569)
booth-row: பாகம் – 314 பீ.நூருல் அமீன் வாலிநோக்கம், முதுகுளத்தூர், இராமநாதபுரம் (56, 1472, 297, 1503)
